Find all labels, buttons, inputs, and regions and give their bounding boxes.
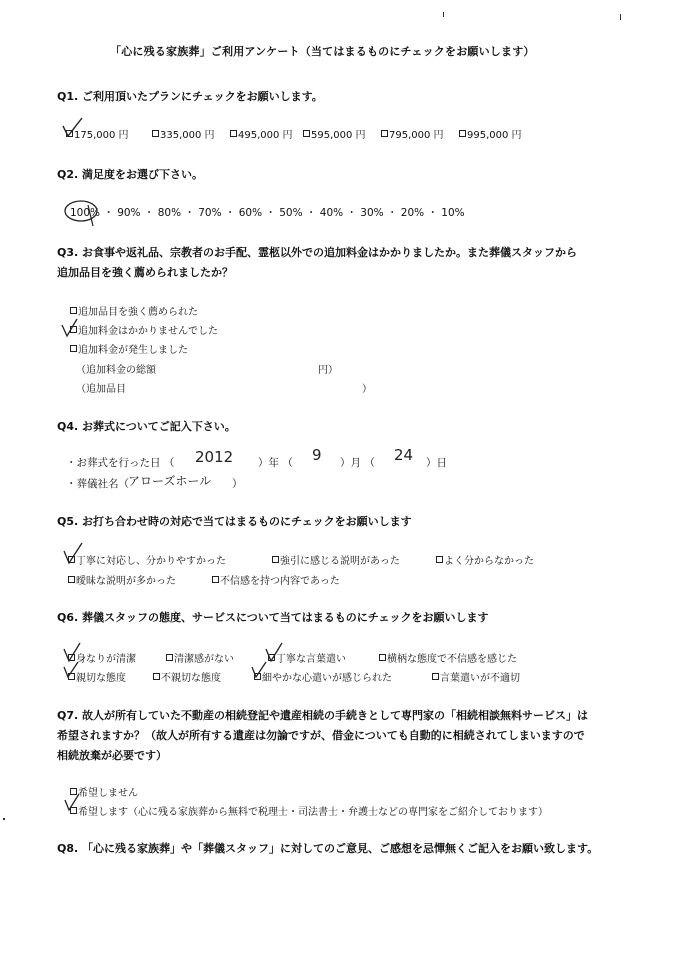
q7-question-line1: Q7. 故人が所有していた不動産の相続登記や遺産相続の手続きとして専門家の「相続相談無料サービス」は xyxy=(57,709,589,722)
q5-question: Q5. お打ち合わせ時の対応で当てはまるものにチェックをお願いします xyxy=(57,515,412,528)
checkbox[interactable] xyxy=(166,654,173,661)
q5-option-1[interactable]: 丁寧に対応し、分かりやすかった xyxy=(68,552,226,567)
funeral-hall-label: ・葬儀社名（ xyxy=(66,478,129,490)
q1-option-4[interactable]: 595,000 円 xyxy=(303,126,366,141)
funeral-date-label: ・お葬式を行った日 （ xyxy=(66,457,175,469)
funeral-year-value[interactable]: 2012 xyxy=(195,448,234,466)
funeral-hall-value[interactable]: アローズホール xyxy=(128,474,212,488)
q3-additional-fee-unit: 円） xyxy=(318,365,338,376)
q1-option-2[interactable]: 335,000 円 xyxy=(152,126,215,141)
handwritten-check-mark-icon xyxy=(62,792,84,814)
scan-speck xyxy=(443,12,444,17)
checkbox[interactable] xyxy=(152,130,159,137)
q1-option-5[interactable]: 795,000 円 xyxy=(381,126,444,141)
checkbox[interactable] xyxy=(153,673,160,680)
q6-option-5[interactable]: 親切な態度 xyxy=(68,669,126,684)
checkbox[interactable] xyxy=(379,654,386,661)
q8-question: Q8. 「心に残る家族葬」や「葬儀スタッフ」に対してのご意見、ご感想を忌憚無くご記入をお願い致します。 xyxy=(57,842,599,855)
handwritten-circle-mark-icon xyxy=(62,196,104,230)
q6-option-4[interactable]: 横柄な態度で不信感を感じた xyxy=(379,650,517,665)
q6-option-6[interactable]: 不親切な態度 xyxy=(153,669,221,684)
checkbox[interactable] xyxy=(436,556,443,563)
q1-option-3[interactable]: 495,000 円 xyxy=(230,126,293,141)
q7-option-1[interactable]: 希望しません xyxy=(70,784,138,799)
q2-satisfaction-scale[interactable]: 100% ・ 90% ・ 80% ・ 70% ・ 60% ・ 50% ・ 40% ・ 30% ・ 20% ・ 10% xyxy=(70,207,465,219)
q3-option-2[interactable]: 追加料金はかかりませんでした xyxy=(70,322,218,337)
scan-speck xyxy=(620,14,621,20)
survey-title: 「心に残る家族葬」ご利用アンケート（当てはまるものにチェックをお願いします） xyxy=(110,45,535,58)
q3-question-line2: 追加品目を強く薦められましたか？ xyxy=(57,266,233,279)
funeral-month-value[interactable]: 9 xyxy=(312,446,322,464)
handwritten-check-mark-icon xyxy=(60,116,86,142)
funeral-day-value[interactable]: 24 xyxy=(394,446,414,464)
funeral-year-unit: ）年 （ xyxy=(258,457,293,469)
q3-additional-item-label: （追加品目 xyxy=(76,384,126,395)
q3-question-line1: Q3. お食事や返礼品、宗教者のお手配、霊柩以外での追加料金はかかりましたか。また葬儀スタッフから xyxy=(57,246,578,259)
scan-speck xyxy=(3,818,5,820)
q4-question: Q4. お葬式についてご記入下さい。 xyxy=(57,420,236,433)
checkbox[interactable] xyxy=(459,130,466,137)
checkbox[interactable] xyxy=(432,673,439,680)
q6-option-8[interactable]: 言葉遣いが不適切 xyxy=(432,669,520,684)
q6-option-3[interactable]: 丁寧な言葉遣い xyxy=(268,650,346,665)
q1-option-1[interactable]: 175,000 円 xyxy=(66,126,129,141)
q7-question-line2: 希望されますか？（故人が所有する遺産は勿論ですが、借金についても自動的に相続されてしまいますので xyxy=(57,729,585,742)
funeral-month-unit: ）月 （ xyxy=(340,457,375,469)
handwritten-check-mark-icon xyxy=(60,660,84,682)
q6-option-2[interactable]: 清潔感がない xyxy=(166,650,234,665)
q7-question-line3: 相続放棄が必要です） xyxy=(57,749,167,762)
checkbox[interactable] xyxy=(230,130,237,137)
checkbox[interactable] xyxy=(381,130,388,137)
q5-option-5[interactable]: 不信感を持つ内容であった xyxy=(212,572,340,587)
checkbox[interactable] xyxy=(303,130,310,137)
q3-option-3[interactable]: 追加料金が発生しました xyxy=(70,341,188,356)
q5-option-3[interactable]: よく分からなかった xyxy=(436,552,534,567)
q2-question: Q2. 満足度をお選び下さい。 xyxy=(57,168,204,181)
checkbox[interactable] xyxy=(68,576,75,583)
q3-additional-fee-total-label: （追加料金の総額 xyxy=(76,365,156,376)
checkbox[interactable] xyxy=(70,307,77,314)
funeral-day-unit: ）日 xyxy=(426,457,447,469)
q5-option-2[interactable]: 強引に感じる説明があった xyxy=(272,552,400,567)
handwritten-check-mark-icon xyxy=(58,316,82,340)
q1-question: Q1. ご利用頂いたプランにチェックをお願いします。 xyxy=(57,90,323,103)
q3-additional-item-close: ） xyxy=(362,384,372,395)
checkbox[interactable] xyxy=(272,556,279,563)
handwritten-check-mark-icon xyxy=(248,660,272,682)
checkbox[interactable] xyxy=(70,345,77,352)
handwritten-check-mark-icon xyxy=(60,540,86,568)
q7-option-2[interactable]: 希望します（心に残る家族葬から無料で税理士・司法書士・弁護士などの専門家をご紹介しております） xyxy=(70,803,548,818)
q5-option-4[interactable]: 曖昧な説明が多かった xyxy=(68,572,176,587)
funeral-hall-close: ） xyxy=(232,478,243,490)
q6-question: Q6. 葬儀スタッフの態度、サービスについて当てはまるものにチェックをお願いします xyxy=(57,611,489,624)
q3-option-1[interactable]: 追加品目を強く薦められた xyxy=(70,303,198,318)
q6-option-1[interactable]: 身なりが清潔 xyxy=(68,650,136,665)
checkbox[interactable] xyxy=(212,576,219,583)
q1-option-6[interactable]: 995,000 円 xyxy=(459,126,522,141)
q6-option-7[interactable]: 細やかな心遣いが感じられた xyxy=(254,669,392,684)
